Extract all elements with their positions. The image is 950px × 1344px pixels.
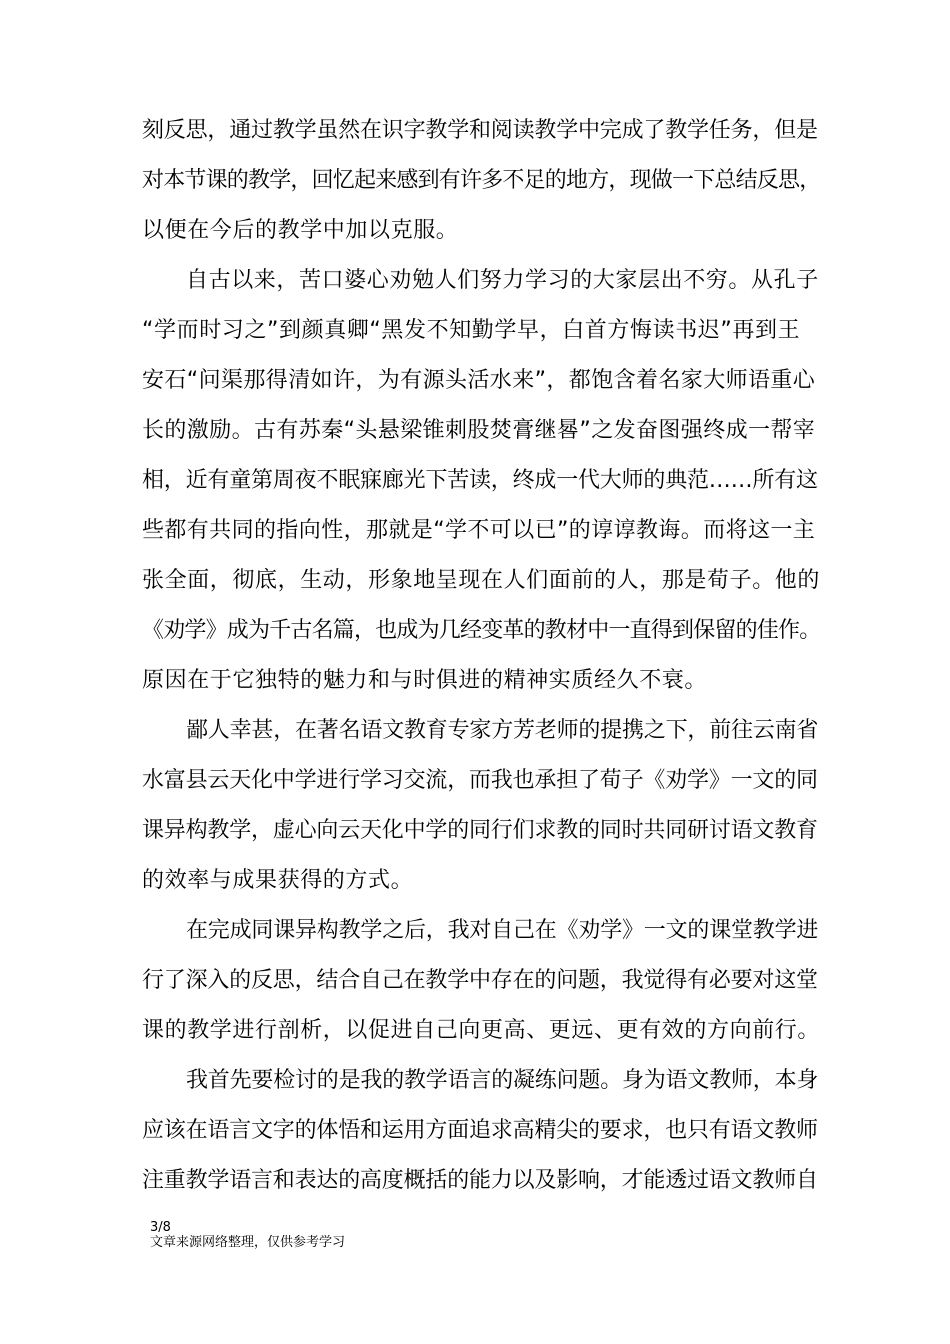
footer-note: 文章来源网络整理，仅供参考学习 [150, 1235, 346, 1250]
text-line: 安石“问渠那得清如许，为有源头活水来”，都饱含着名家大师语重心 [142, 368, 816, 393]
text-line: 注重教学语言和表达的高度概括的能力以及影响，才能透过语文教师自 [142, 1168, 818, 1193]
text-line: 课异构教学，虚心向云天化中学的同行们求教的同时共同研讨语文教育 [142, 818, 818, 843]
text-line: 应该在语言文字的体悟和运用方面追求高精尖的要求，也只有语文教师 [142, 1118, 818, 1143]
text-line: 行了深入的反思，结合自己在教学中存在的问题，我觉得有必要对这堂 [142, 968, 818, 993]
text-line: 刻反思，通过教学虽然在识字教学和阅读教学中完成了教学任务，但是 [142, 118, 818, 143]
text-line: 在完成同课异构教学之后，我对自己在《劝学》一文的课堂教学进 [186, 918, 819, 943]
text-line: 《劝学》成为千古名篇，也成为几经变革的教材中一直得到保留的佳作。 [142, 618, 821, 643]
text-line: 课的教学进行剖析，以促进自己向更高、更远、更有效的方向前行。 [142, 1018, 821, 1043]
text-line: 鄙人幸甚，在著名语文教育专家方芳老师的提携之下，前往云南省 [186, 718, 819, 743]
text-line: 相，近有童第周夜不眠寐廊光下苦读，终成一代大师的典范……所有这 [142, 468, 818, 493]
text-line: 我首先要检讨的是我的教学语言的凝练问题。身为语文教师，本身 [186, 1068, 819, 1093]
text-line: “学而时习之”到颜真卿“黑发不知勤学早，白首方悔读书迟”再到王 [142, 318, 801, 343]
text-line: 些都有共同的指向性，那就是“学不可以已”的谆谆教诲。而将这一主 [142, 518, 816, 543]
text-line: 自古以来，苦口婆心劝勉人们努力学习的大家层出不穷。从孔子 [186, 268, 819, 293]
text-line: 对本节课的教学，回忆起来感到有许多不足的地方，现做一下总结反思， [142, 168, 821, 193]
page-number: 3/8 [150, 1220, 171, 1235]
text-line: 的效率与成果获得的方式。 [142, 868, 414, 893]
text-line: 原因在于它独特的魅力和与时俱进的精神实质经久不衰。 [142, 668, 708, 693]
text-line: 张全面，彻底，生动，形象地呈现在人们面前的人，那是荀子。他的 [142, 568, 821, 593]
text-line: 水富县云天化中学进行学习交流，而我也承担了荀子《劝学》一文的同 [142, 768, 818, 793]
text-line: 以便在今后的教学中加以克服。 [142, 218, 459, 243]
text-line: 长的激励。古有苏秦“头悬梁锥刺股焚膏继晷”之发奋图强终成一帮宰 [142, 418, 816, 443]
